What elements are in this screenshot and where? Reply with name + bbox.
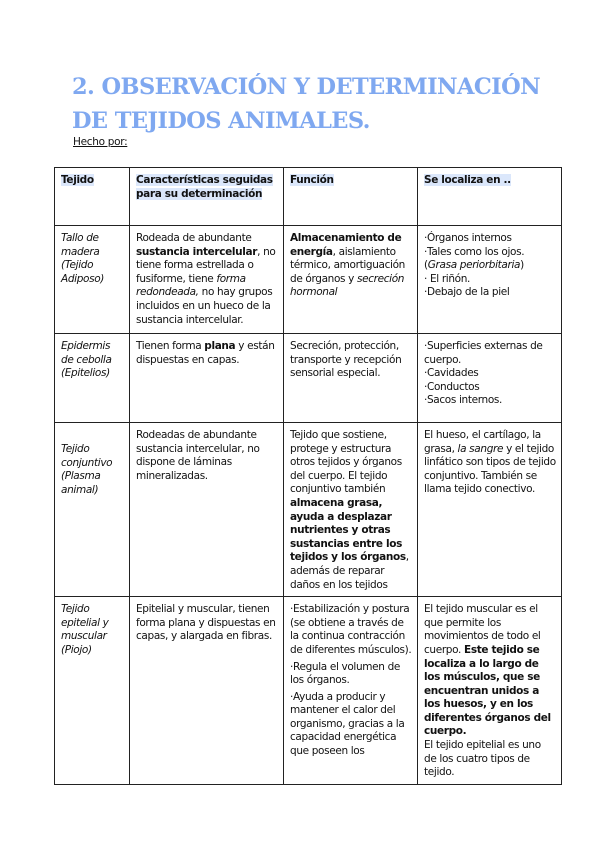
text: Epitelial y muscular, tienen forma plana y dispuestas en capas, y alargada en fibras. <box>136 603 276 643</box>
function-item: ·Ayuda a producir y mantener el calor del organismo, gracias a la capacidad energética que poseen los <box>290 690 405 758</box>
bold-text: Este tejido se localiza a lo largo de los músculos, que se encuentran unidos a los huesos, y en los diferentes órganos del cuerpo. <box>424 643 551 738</box>
tissue-name: Epidermis de cebolla <box>61 340 112 366</box>
italic-text: forma redondeada, <box>136 272 246 299</box>
table-row <box>55 334 562 423</box>
text: El tejido epitelial es uno de los cuatro tipos de tejido. <box>424 739 541 779</box>
tissue-sample: (Tejido Adiposo) <box>61 259 105 285</box>
function-item: ·Regula el volumen de los órganos. <box>290 660 401 687</box>
function-cell <box>284 334 418 423</box>
tissue-sample: (Piojo) <box>61 643 92 656</box>
function-cell <box>284 423 418 597</box>
tissue-cell <box>55 226 130 334</box>
header-label: Características seguidas para su determinación <box>136 174 273 200</box>
text: Tejido que sostiene, protege y estructura otros tejidos y órganos del cuerpo. El tejido conjuntivo también <box>290 429 402 496</box>
location-cell <box>418 334 562 423</box>
location-cell <box>418 226 562 334</box>
tissue-name: Tallo de madera <box>61 232 100 258</box>
text: , además de reparar daños en los tejidos <box>290 551 409 591</box>
function-cell <box>284 226 418 334</box>
header-label: Se localiza en .. <box>424 174 511 186</box>
location-item: ·Sacos internos. <box>424 394 503 407</box>
characteristics-cell <box>130 334 284 423</box>
table-row <box>55 423 562 597</box>
text: y el tejido linfático son tipos de tejido conjuntivo. También se llama tejido conectivo. <box>424 442 556 496</box>
location-item: · El riñón. <box>424 272 471 285</box>
header-label: Tejido <box>61 174 94 186</box>
text: Rodeada de abundante <box>136 232 252 244</box>
author-label: Hecho por: <box>73 136 128 148</box>
text: Secreción, protección, transporte y recepción sensorial especial. <box>290 340 402 380</box>
text: no hay grupos incluidos en un hueco de la sustancia intercelular. <box>136 286 273 326</box>
text: El hueso, el cartílago, la grasa, <box>424 429 541 455</box>
location-item: ·Tales como los ojos. <box>424 245 525 258</box>
location-item: ·Órganos internos <box>424 232 512 244</box>
characteristics-cell <box>130 226 284 334</box>
characteristics-cell <box>130 597 284 785</box>
table-row <box>55 226 562 334</box>
text: Rodeadas de abundante sustancia intercelular, no dispone de láminas mineralizadas. <box>136 429 260 482</box>
location-cell <box>418 597 562 785</box>
tissue-name: Tejido conjuntivo <box>61 443 113 469</box>
header-cell-tissue <box>55 168 130 226</box>
tissue-cell <box>55 597 130 785</box>
page-title: 2. OBSERVACIÓN Y DETERMINACIÓN DE TEJIDOS ANIMALES. <box>72 74 541 134</box>
tissue-sample: (Plasma animal) <box>61 470 101 496</box>
location-item: ·Superficies externas de cuerpo. <box>424 340 543 366</box>
header-label: Función <box>290 174 334 186</box>
tissue-cell <box>55 334 130 423</box>
bold-text: almacena grasa, ayuda a desplazar nutrientes y otras sustancias entre los tejidos y los órganos <box>290 496 406 564</box>
header-cell-function <box>284 168 418 226</box>
header-cell-characteristics <box>130 168 284 226</box>
location-cell <box>418 423 562 597</box>
function-cell <box>284 597 418 785</box>
function-item: ·Estabilización y postura (se obtiene a través de la continua contracción de diferentes músculos). <box>290 603 412 656</box>
text: ) <box>520 259 524 272</box>
text: El tejido muscular es el que permite los movimientos de todo el cuerpo. <box>424 603 541 656</box>
text: , no tiene forma estrellada o fusiforme, tiene <box>136 245 276 285</box>
bold-text: plana <box>204 340 236 352</box>
location-item <box>424 259 556 273</box>
bold-text: sustancia intercelular <box>136 245 258 258</box>
characteristics-cell <box>130 423 284 597</box>
tissue-name: Tejido epitelial y muscular <box>61 603 109 643</box>
text: ( <box>424 259 428 272</box>
text: Tienen forma <box>136 340 205 352</box>
tissue-cell <box>55 423 130 597</box>
tissue-table <box>54 167 562 785</box>
location-item: ·Cavidades <box>424 367 479 380</box>
text: y están dispuestas en capas. <box>136 340 275 366</box>
bold-text: Almacenamiento de energía <box>290 232 402 258</box>
italic-text: Grasa periorbitaria <box>427 259 521 272</box>
text: , aislamiento térmico, amortiguación de órganos y <box>290 245 405 285</box>
header-cell-location <box>418 168 562 226</box>
location-item: ·Conductos <box>424 380 480 393</box>
location-item: ·Debajo de la piel <box>424 286 510 299</box>
italic-text: la sangre <box>457 442 504 455</box>
table-header-row <box>55 168 562 226</box>
tissue-sample: (Epitelios) <box>61 367 110 380</box>
table-row <box>55 597 562 785</box>
italic-text: secreción hormonal <box>290 272 405 299</box>
